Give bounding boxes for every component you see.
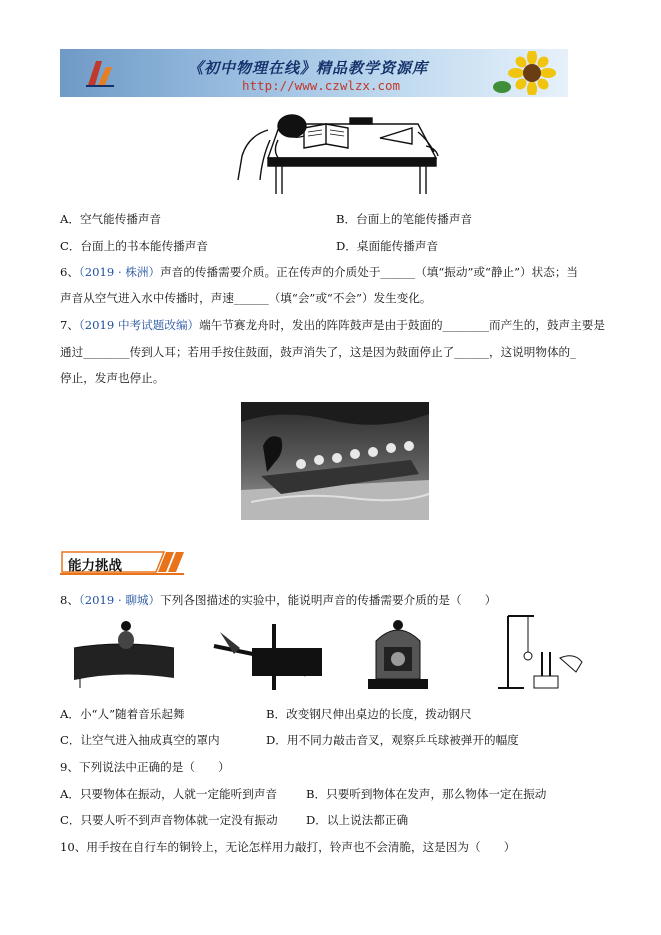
q9-option-d: D．以上说法都正确 (306, 813, 409, 827)
q9-option-c: C．只要人听不到声音物体就一定没有振动 (60, 813, 278, 827)
q8-text: 下列各图描述的实验中，能说明声音的传播需要介质的是（ ） (160, 593, 497, 607)
q7-line2: 通过________传到人耳；若用手按住鼓面，鼓声消失了，这是因为鼓面停止了______，这说明物体的_ (60, 345, 576, 359)
q8-option-a: A．小“人”随着音乐起舞 (60, 707, 185, 721)
q6-text: 声音的传播需要介质。正在传声的介质处于______（填“振动”或“静止”）状态；当 (160, 265, 579, 279)
q7-source: （2019 中考试题改编） (78, 318, 200, 332)
steel-ruler-illustration (212, 618, 322, 690)
q8-stem (60, 592, 496, 608)
table-listening-illustration (222, 110, 444, 196)
q8-option-d: D．用不同力敲击音叉，观察乒乓球被弹开的幅度 (266, 733, 519, 747)
q7-text: 端午节赛龙舟时，发出的阵阵鼓声是由于鼓面的________而产生的，鼓声主要是 (199, 318, 605, 332)
speaker-dancing-figure-illustration (70, 618, 180, 690)
q7-line3: 停止，发声也停止。 (60, 371, 165, 385)
dragon-boat-photo (241, 402, 429, 520)
q6-source: （2019 · 株洲） (78, 265, 161, 279)
q8-source: （2019 · 聊城） (78, 593, 161, 607)
q5-option-a: A．空气能传播声音 (60, 212, 162, 226)
section-header-title: 能力挑战 (68, 558, 122, 574)
q8-option-c: C．让空气进入抽成真空的罩内 (60, 733, 220, 747)
header-banner (60, 49, 568, 97)
q9-option-a: A．只要物体在振动，人就一定能听到声音 (60, 787, 278, 801)
q8-number: 8、 (60, 593, 79, 607)
banner-title: 《初中物理在线》精品教学资源库 (188, 59, 429, 77)
q5-option-c: C．台面上的书本能传播声音 (60, 239, 208, 253)
tuning-fork-pingpong-illustration (494, 612, 586, 694)
q6-line2: 声音从空气进入水中传播时，声速______（填“会”或“不会”）发生变化。 (60, 291, 432, 305)
banner-url: http://www.czwlzx.com (242, 78, 401, 93)
site-logo-icon (82, 55, 118, 91)
q5-option-b: B．台面上的笔能传播声音 (336, 212, 473, 226)
q7-number: 7、 (60, 318, 79, 332)
q10-stem: 10、用手按在自行车的铜铃上，无论怎样用力敲打，铃声也不会清脆，这是因为（ ） (60, 840, 516, 854)
q5-option-d: D．桌面能传播声音 (336, 239, 439, 253)
q9-stem: 9、下列说法中正确的是（ ） (60, 760, 230, 774)
q8-option-b: B．改变钢尺伸出桌边的长度，拨动钢尺 (266, 707, 472, 721)
q6-number: 6、 (60, 265, 79, 279)
q6-line1 (60, 264, 578, 280)
sunflower-icon (492, 51, 562, 95)
q9-option-b: B．只要听到物体在发声，那么物体一定在振动 (306, 787, 547, 801)
vacuum-bell-jar-illustration (362, 615, 434, 693)
q7-line1 (60, 317, 605, 333)
